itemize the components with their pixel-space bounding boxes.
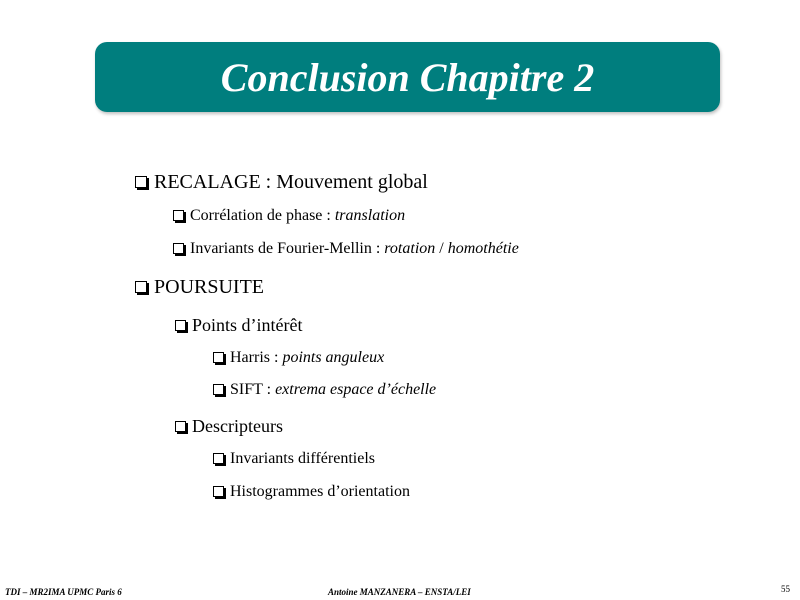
bullet-histogrammes	[213, 483, 410, 501]
bullet-correlation	[173, 207, 405, 225]
bullet-text: Harris :	[230, 349, 283, 366]
bullet-invariants-differentiels	[213, 450, 375, 468]
footer-author: Antoine MANZANERA – ENSTA/LEI	[328, 587, 471, 597]
checkbox-bullet-icon	[213, 453, 224, 464]
bullet-fourier-mellin	[173, 240, 519, 258]
bullet-poursuite	[135, 276, 264, 299]
bullet-text: Corrélation de phase :	[190, 207, 335, 224]
bullet-descripteurs	[175, 416, 283, 437]
bullet-detail: translation	[334, 207, 406, 224]
slide-title: Conclusion Chapitre 2	[220, 54, 595, 100]
bullet-detail: extrema espace d’échelle	[275, 381, 437, 398]
bullet-text: RECALAGE : Mouvement global	[154, 171, 428, 193]
bullet-detail-2: homothétie	[447, 240, 519, 257]
bullet-points-interet	[175, 315, 303, 336]
bullet-text: Descripteurs	[192, 416, 283, 436]
checkbox-bullet-icon	[173, 243, 184, 254]
bullet-detail: points anguleux	[282, 349, 385, 366]
checkbox-bullet-icon	[213, 352, 224, 363]
checkbox-bullet-icon	[175, 421, 186, 432]
bullet-text: Invariants de Fourier-Mellin :	[190, 240, 385, 257]
footer-course: TDI – MR2IMA UPMC Paris 6	[5, 587, 122, 597]
checkbox-bullet-icon	[135, 281, 147, 293]
checkbox-bullet-icon	[135, 176, 147, 188]
bullet-detail: rotation	[384, 240, 436, 257]
checkbox-bullet-icon	[213, 486, 224, 497]
bullet-text: SIFT :	[230, 381, 276, 398]
bullet-sift	[213, 381, 436, 399]
page-number: 55	[781, 584, 790, 594]
bullet-recalage	[135, 171, 428, 194]
title-banner	[95, 42, 720, 112]
checkbox-bullet-icon	[213, 384, 224, 395]
bullet-text: Points d’intérêt	[192, 315, 303, 335]
bullet-text: Invariants différentiels	[230, 450, 375, 467]
bullet-harris	[213, 349, 384, 367]
bullet-separator: /	[435, 240, 448, 257]
checkbox-bullet-icon	[175, 320, 186, 331]
bullet-text: Histogrammes d’orientation	[230, 483, 410, 500]
bullet-text: POURSUITE	[154, 276, 265, 298]
checkbox-bullet-icon	[173, 210, 184, 221]
